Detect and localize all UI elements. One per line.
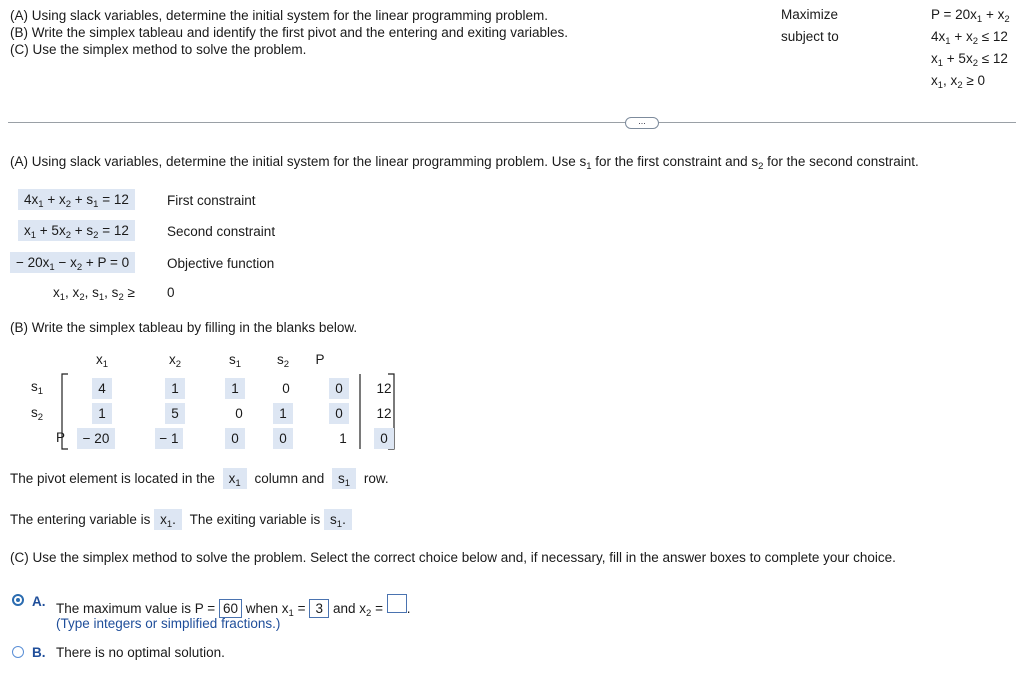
cell-r2-c4[interactable]: 1 (273, 403, 293, 424)
x2-value-input[interactable] (387, 594, 407, 613)
answer-format-hint: (Type integers or simplified fractions.) (56, 616, 281, 631)
cell-r1-c4: 0 (282, 381, 290, 396)
equation-second-constraint[interactable]: $x_1 + 5x_2 + s_2 = 12$ (18, 220, 135, 241)
entering-variable-answer[interactable]: $x_1$. (154, 509, 182, 530)
col-header-p: P (315, 352, 325, 367)
exiting-variable-answer[interactable]: $s_1$. (324, 509, 352, 530)
instruction-a: (A) Using slack variables, determine the initial system for the linear programming problem. (10, 8, 548, 23)
radio-selected-dot (16, 598, 20, 602)
col-header-x2: $x_2$ (168, 352, 182, 370)
label-second-constraint: Second constraint (167, 224, 276, 239)
option-a-statement: The maximum value is P = 60 when $x_1 = 3$ and $x_2$ = . (56, 594, 410, 618)
col-header-s1: $s_1$ (228, 352, 242, 370)
cell-r2-c1[interactable]: 1 (92, 403, 112, 424)
pivot-statement: The pivot element is located in the $x_1$ column and $s_1$ row. (10, 471, 389, 486)
label-objective-function: Objective function (167, 256, 275, 271)
option-b-letter: B. (32, 645, 46, 660)
cell-r2-c6: 12 (376, 406, 392, 421)
maximize-label: Maximize (781, 7, 839, 22)
nonnegativity-constraint: $x_1$, $x_2 \ge 0$ (931, 73, 986, 91)
pivot-column-answer[interactable]: $x_1$ (223, 468, 247, 489)
col-header-s2: $s_2$ (276, 352, 290, 370)
entering-exiting-statement: The entering variable is $x_1$. The exiting variable is $s_1$. (10, 512, 352, 527)
section-divider (8, 122, 1016, 123)
instructions (10, 7, 568, 58)
nonnegativity-all: $x_1$, $x_2$, $s_1$, $s_2$ ≥ (53, 285, 135, 303)
subject-to-label: subject to (781, 29, 839, 44)
constraint-2: $x_1 + 5x_2 \le 12$ (931, 51, 1008, 69)
row-header-s2: $s_2$ (31, 405, 44, 423)
instruction-b: (B) Write the simplex tableau and identify the first pivot and the entering and exiting variables. (10, 25, 569, 40)
row-header-p: P (56, 430, 66, 445)
option-b-text: There is no optimal solution. (56, 645, 225, 660)
cell-r2-c5[interactable]: 0 (329, 403, 349, 424)
more-button[interactable]: ... (625, 117, 659, 129)
cell-r1-c2[interactable]: 1 (165, 378, 185, 399)
col-header-x1: $x_1$ (95, 352, 109, 370)
option-a-radio[interactable] (12, 594, 24, 606)
cell-r3-c2[interactable]: − 1 (155, 428, 183, 449)
cell-r1-c6: 12 (376, 381, 392, 396)
constraint-1: $4x_1 + x_2 \le 12$ (931, 29, 1008, 47)
row-header-s1: $s_1$ (31, 379, 44, 397)
part-b-prompt: (B) Write the simplex tableau by filling in the blanks below. (10, 320, 358, 335)
pivot-row-answer[interactable]: $s_1$ (332, 468, 356, 489)
cell-r2-c2[interactable]: 5 (165, 403, 185, 424)
label-first-constraint: First constraint (167, 193, 256, 208)
nonnegativity-zero: 0 (167, 285, 175, 300)
part-a-prompt: (A) Using slack variables, determine the initial system for the linear programming problem. Use $s_1$ for the first constraint and $s_2$ for the second constraint. (10, 154, 919, 172)
cell-r1-c1[interactable]: 4 (92, 378, 112, 399)
p-value-input[interactable]: 60 (219, 599, 242, 618)
equation-objective[interactable]: − $20x_1 - x_2 + P = 0$ (10, 252, 135, 273)
option-a-letter: A. (32, 594, 46, 609)
equation-first-constraint[interactable]: $4x_1 + x_2 + s_1 = 12$ (18, 189, 135, 210)
cell-r2-c3: 0 (235, 406, 243, 421)
instruction-c: (C) Use the simplex method to solve the problem. (10, 42, 307, 57)
cell-r1-c5[interactable]: 0 (329, 378, 349, 399)
cell-r3-c6[interactable]: 0 (374, 428, 394, 449)
objective-function: $P = 20x_1 + x_2$ (931, 7, 1010, 25)
cell-r1-c3[interactable]: 1 (225, 378, 245, 399)
cell-r3-c4[interactable]: 0 (273, 428, 293, 449)
option-b-radio[interactable] (12, 646, 24, 658)
cell-r3-c3[interactable]: 0 (225, 428, 245, 449)
cell-r3-c1[interactable]: − 20 (77, 428, 115, 449)
x1-value-input[interactable]: 3 (309, 599, 329, 618)
part-c-prompt: (C) Use the simplex method to solve the problem. Select the correct choice below and, if necessary, fill in the answer boxes to complete your choice. (10, 550, 896, 565)
cell-r3-c5: 1 (339, 431, 347, 446)
